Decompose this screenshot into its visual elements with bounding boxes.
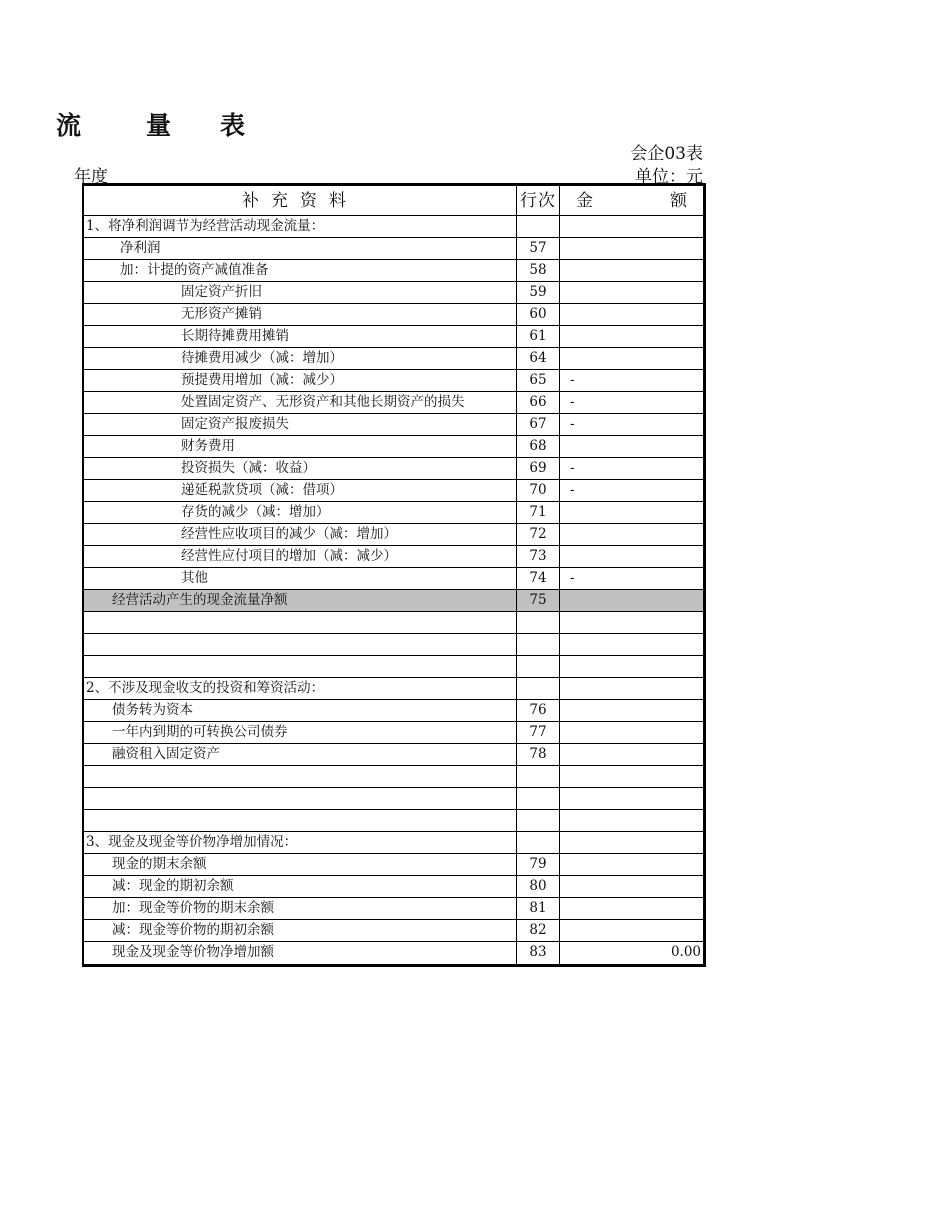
row-line-no: 64 [517,348,560,369]
row-name [84,788,517,809]
table-row [84,216,703,238]
row-line-no [517,810,560,831]
row-name: 无形资产摊销 [84,304,517,325]
table-row [84,546,703,568]
row-line-no: 76 [517,700,560,721]
row-line-no: 77 [517,722,560,743]
row-line-no: 57 [517,238,560,259]
supplementary-info-table [82,183,706,967]
row-line-no: 59 [517,282,560,303]
empty-row [84,656,703,678]
empty-row [84,634,703,656]
row-line-no: 58 [517,260,560,281]
table-row [84,854,703,876]
row-line-no [517,634,560,655]
table-row [84,260,703,282]
row-line-no: 80 [517,876,560,897]
table-row [84,304,703,326]
row-line-no [517,766,560,787]
row-amount[interactable] [560,854,703,875]
row-amount[interactable]: - [570,372,575,388]
row-name: 待摊费用减少（减：增加） [84,348,517,369]
row-name: 预提费用增加（减：减少） [84,370,517,391]
row-amount[interactable] [560,678,703,699]
row-line-no [517,656,560,677]
row-line-no: 70 [517,480,560,501]
row-name: 处置固定资产、无形资产和其他长期资产的损失 [84,392,517,413]
row-line-no: 79 [517,854,560,875]
row-amount[interactable] [560,634,703,655]
row-amount[interactable] [560,216,703,237]
header-amount: 金 额 [576,191,687,211]
table-row [84,480,703,502]
row-amount[interactable]: - [570,570,575,586]
row-amount[interactable] [560,612,703,633]
section-row [84,678,703,700]
table-row [84,414,703,436]
row-amount[interactable] [560,436,703,457]
row-amount[interactable] [560,700,703,721]
total-row [84,942,703,964]
table-header-row [84,186,703,216]
table-row [84,392,703,414]
row-amount[interactable] [560,876,703,897]
row-name [84,634,517,655]
row-line-no [517,788,560,809]
row-amount[interactable]: - [570,482,575,498]
row-line-no: 72 [517,524,560,545]
row-name: 固定资产折旧 [84,282,517,303]
row-amount[interactable] [560,502,703,523]
row-name: 加：计提的资产减值准备 [84,260,517,281]
row-amount[interactable] [560,326,703,347]
row-name: 现金的期末余额 [84,854,517,875]
table-row [84,502,703,524]
row-name: 存货的减少（减：增加） [84,502,517,523]
row-name [84,612,517,633]
row-amount[interactable]: 0.00 [670,944,701,960]
table-row [84,282,703,304]
row-name: 3、现金及现金等价物净增加情况： [84,832,517,853]
row-line-no [517,612,560,633]
row-line-no: 66 [517,392,560,413]
row-line-no: 68 [517,436,560,457]
row-line-no: 67 [517,414,560,435]
row-line-no: 83 [517,942,560,964]
unit-label: 单位：元 [635,167,703,187]
row-line-no: 78 [517,744,560,765]
title-char-3: 表 [220,111,246,140]
row-name: 2、不涉及现金收支的投资和筹资活动： [84,678,517,699]
row-line-no [517,678,560,699]
row-line-no: 75 [517,590,560,611]
header-line-no: 行次 [517,186,560,215]
year-label: 年度 [74,167,108,187]
row-name: 1、将净利润调节为经营活动现金流量： [84,216,517,237]
subtotal-row [84,590,703,612]
row-amount[interactable] [560,766,703,787]
row-name [84,656,517,677]
row-amount[interactable] [560,282,703,303]
section-row [84,832,703,854]
table-row [84,370,703,392]
row-line-no: 60 [517,304,560,325]
empty-row [84,612,703,634]
row-name: 加：现金等价物的期末余额 [84,898,517,919]
empty-row [84,788,703,810]
row-line-no: 74 [517,568,560,589]
row-name: 固定资产报废损失 [84,414,517,435]
row-amount[interactable] [560,260,703,281]
table-row [84,700,703,722]
row-line-no: 69 [517,458,560,479]
row-amount[interactable] [560,656,703,677]
title-char-1: 流 [56,111,82,140]
row-amount[interactable] [560,238,703,259]
table-row [84,876,703,898]
row-name: 减：现金等价物的期初余额 [84,920,517,941]
empty-row [84,766,703,788]
table-row [84,744,703,766]
row-name [84,766,517,787]
row-line-no [517,832,560,853]
row-amount[interactable] [560,898,703,919]
row-line-no: 81 [517,898,560,919]
row-line-no: 65 [517,370,560,391]
row-amount[interactable] [560,722,703,743]
header-item: 补充资料 [84,186,517,215]
row-amount[interactable] [560,832,703,853]
table-row [84,238,703,260]
table-row [84,458,703,480]
row-line-no: 61 [517,326,560,347]
row-line-no [517,216,560,237]
row-name: 现金及现金等价物净增加额 [84,942,517,964]
row-line-no: 73 [517,546,560,567]
table-row [84,436,703,458]
table-row [84,524,703,546]
row-name: 经营性应收项目的减少（减：增加） [84,524,517,545]
row-amount[interactable] [560,810,703,831]
table-row [84,568,703,590]
row-name: 其他 [84,568,517,589]
row-amount[interactable] [560,744,703,765]
row-line-no: 82 [517,920,560,941]
row-amount[interactable] [560,546,703,567]
row-amount[interactable] [560,304,703,325]
table-row [84,326,703,348]
row-name: 财务费用 [84,436,517,457]
table-row [84,898,703,920]
row-amount[interactable] [560,348,703,369]
row-name: 融资租入固定资产 [84,744,517,765]
empty-row [84,810,703,832]
row-amount[interactable] [560,524,703,545]
row-amount[interactable] [560,920,703,941]
row-name: 一年内到期的可转换公司债券 [84,722,517,743]
row-name: 净利润 [84,238,517,259]
row-name: 投资损失（减：收益） [84,458,517,479]
row-amount[interactable] [560,788,703,809]
row-amount[interactable]: - [570,460,575,476]
row-amount[interactable] [560,590,703,611]
form-code: 会企03表 [630,144,703,164]
row-name: 减：现金的期初余额 [84,876,517,897]
row-name: 长期待摊费用摊销 [84,326,517,347]
row-name: 债务转为资本 [84,700,517,721]
title-char-2: 量 [146,111,172,140]
row-name: 经营活动产生的现金流量净额 [84,590,517,611]
table-row [84,920,703,942]
row-amount[interactable]: - [570,416,575,432]
row-amount[interactable]: - [570,394,575,410]
table-row [84,348,703,370]
row-line-no: 71 [517,502,560,523]
row-name: 经营性应付项目的增加（减：减少） [84,546,517,567]
row-name: 递延税款贷项（减：借项） [84,480,517,501]
row-name [84,810,517,831]
report-title [56,106,370,142]
table-row [84,722,703,744]
